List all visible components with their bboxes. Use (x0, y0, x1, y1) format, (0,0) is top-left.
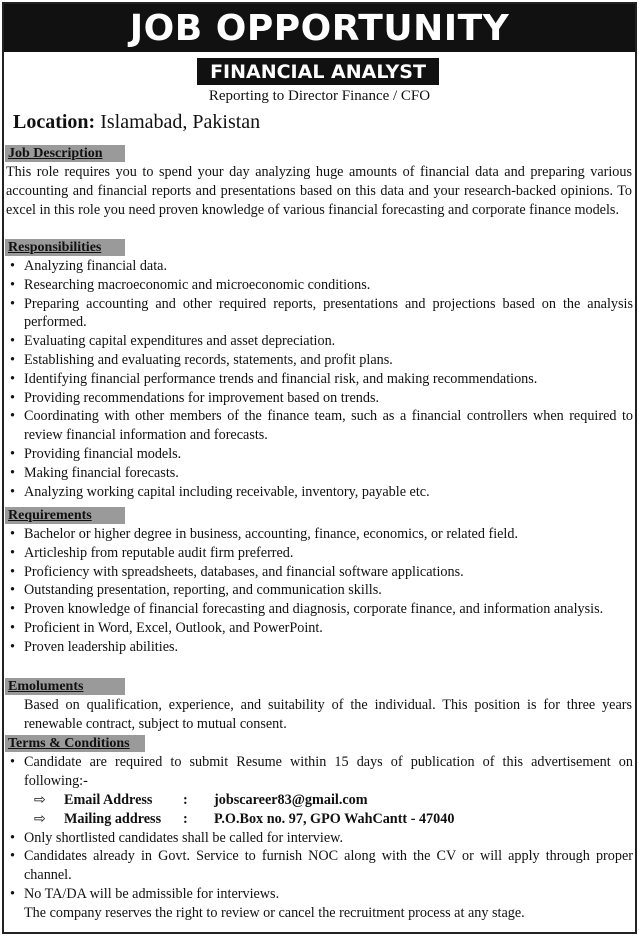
list-item: • Candidates already in Govt. Service to furnish NOC along with the CV or will apply through proper channel. (10, 848, 633, 884)
position-title: FINANCIAL ANALYST (197, 58, 439, 85)
location (13, 111, 260, 134)
list-item: • Preparing accounting and other required reports, presentations and projections based on the analysis performed. (10, 295, 633, 331)
list-item: • Making financial forecasts. (10, 464, 179, 481)
list-item: • Coordinating with other members of the finance team, such as a financial controllers when required to review financial information and forecasts. (10, 408, 633, 444)
list-item: • Proven knowledge of financial forecasting and diagnosis, corporate finance, and information analysis. (10, 601, 604, 618)
list-item: • Establishing and evaluating records, statements, and profit plans. (10, 351, 393, 368)
bullet-icon: • (10, 638, 15, 655)
job-description-text: This role requires you to spend your day analyzing huge amounts of financial data and preparing various accounting and financial reports and presentations based on this data and your research-backed opinions. To excel in this role you need proven knowledge of various financial forecasting and corporate finance models. (6, 164, 632, 218)
email-row: ⇨ Email Address : jobscareer83@gmail.com (34, 791, 368, 808)
bullet-icon: • (10, 295, 15, 312)
list-item: • No TA/DA will be admissible for interviews. (10, 885, 280, 902)
terms-list (8, 753, 633, 923)
bullet-icon: • (10, 370, 15, 387)
arrow-right-icon: ⇨ (34, 810, 46, 827)
requirements-list (8, 525, 633, 657)
bullet-icon: • (10, 544, 15, 561)
bullet-icon: • (10, 848, 15, 865)
mailing-value: P.O.Box no. 97, GPO WahCantt - 47040 (214, 810, 455, 827)
list-item: • Evaluating capital expenditures and asset depreciation. (10, 333, 336, 350)
bullet-icon: • (10, 464, 15, 481)
requirements-heading: Requirements (5, 507, 125, 524)
reporting-line: Reporting to Director Finance / CFO (208, 88, 431, 104)
bullet-icon: • (10, 829, 15, 846)
bullet-icon: • (10, 351, 15, 368)
job-description-heading: Job Description (5, 145, 125, 162)
bullet-icon: • (10, 276, 15, 293)
list-item: • Proficient in Word, Excel, Outlook, and PowerPoint. (10, 619, 323, 636)
bullet-icon: • (10, 582, 15, 599)
closing-note: The company reserves the right to review or cancel the recruitment process at any stage. (24, 904, 525, 921)
emoluments-heading: Emoluments (5, 678, 125, 695)
mailing-label: Mailing address (64, 810, 162, 827)
list-item: • Articleship from reputable audit firm preferred. (10, 544, 294, 561)
list-item: • Bachelor or higher degree in business, accounting, finance, economics, or related field. (10, 526, 519, 542)
bullet-icon: • (10, 526, 15, 542)
list-item: • Providing recommendations for improvement based on trends. (10, 389, 380, 406)
bullet-icon: • (10, 333, 15, 350)
bullet-icon: • (10, 483, 15, 500)
bullet-icon: • (10, 258, 15, 274)
list-item: • Only shortlisted candidates shall be called for interview. (10, 829, 343, 846)
responsibilities-list (8, 257, 633, 501)
terms-heading: Terms & Conditions (5, 735, 145, 752)
emoluments-text: Based on qualification, experience, and suitability of the individual. This position is for three years renewable contract, subject to mutual consent. (24, 697, 632, 732)
list-item: • Analyzing financial data. (10, 258, 167, 274)
email-label: Email Address (64, 791, 153, 808)
bullet-icon: • (10, 619, 15, 636)
list-item: • Proven leadership abilities. (10, 638, 179, 655)
bullet-icon: • (10, 408, 15, 425)
location-label: Location: (13, 111, 96, 133)
list-item: • Proficiency with spreadsheets, databases, and financial software applications. (10, 563, 464, 580)
bullet-icon: • (10, 885, 15, 902)
email-value[interactable]: jobscareer83@gmail.com (214, 791, 368, 808)
list-item: • Candidate are required to submit Resume within 15 days of publication of this advertisement on following:- (10, 754, 633, 789)
bullet-icon: • (10, 563, 15, 580)
list-item: • Identifying financial performance trends and financial risk, and making recommendations. (10, 370, 538, 387)
list-item: • Outstanding presentation, reporting, and communication skills. (10, 582, 382, 599)
list-item: • Researching macroeconomic and microeconomic conditions. (10, 276, 371, 293)
list-item: • Providing financial models. (10, 445, 182, 462)
arrow-right-icon: ⇨ (34, 791, 46, 808)
location-value: Islamabad, Pakistan (100, 111, 261, 133)
bullet-icon: • (10, 445, 15, 462)
list-item: • Analyzing working capital including receivable, inventory, payable etc. (10, 483, 430, 500)
bullet-icon: • (10, 389, 15, 406)
responsibilities-heading: Responsibilities (5, 239, 125, 256)
bullet-icon: • (10, 754, 15, 770)
page-title: JOB OPPORTUNITY (4, 4, 635, 52)
bullet-icon: • (10, 601, 15, 618)
mailing-row: ⇨ Mailing address : P.O.Box no. 97, GPO WahCantt - 47040 (34, 810, 455, 827)
